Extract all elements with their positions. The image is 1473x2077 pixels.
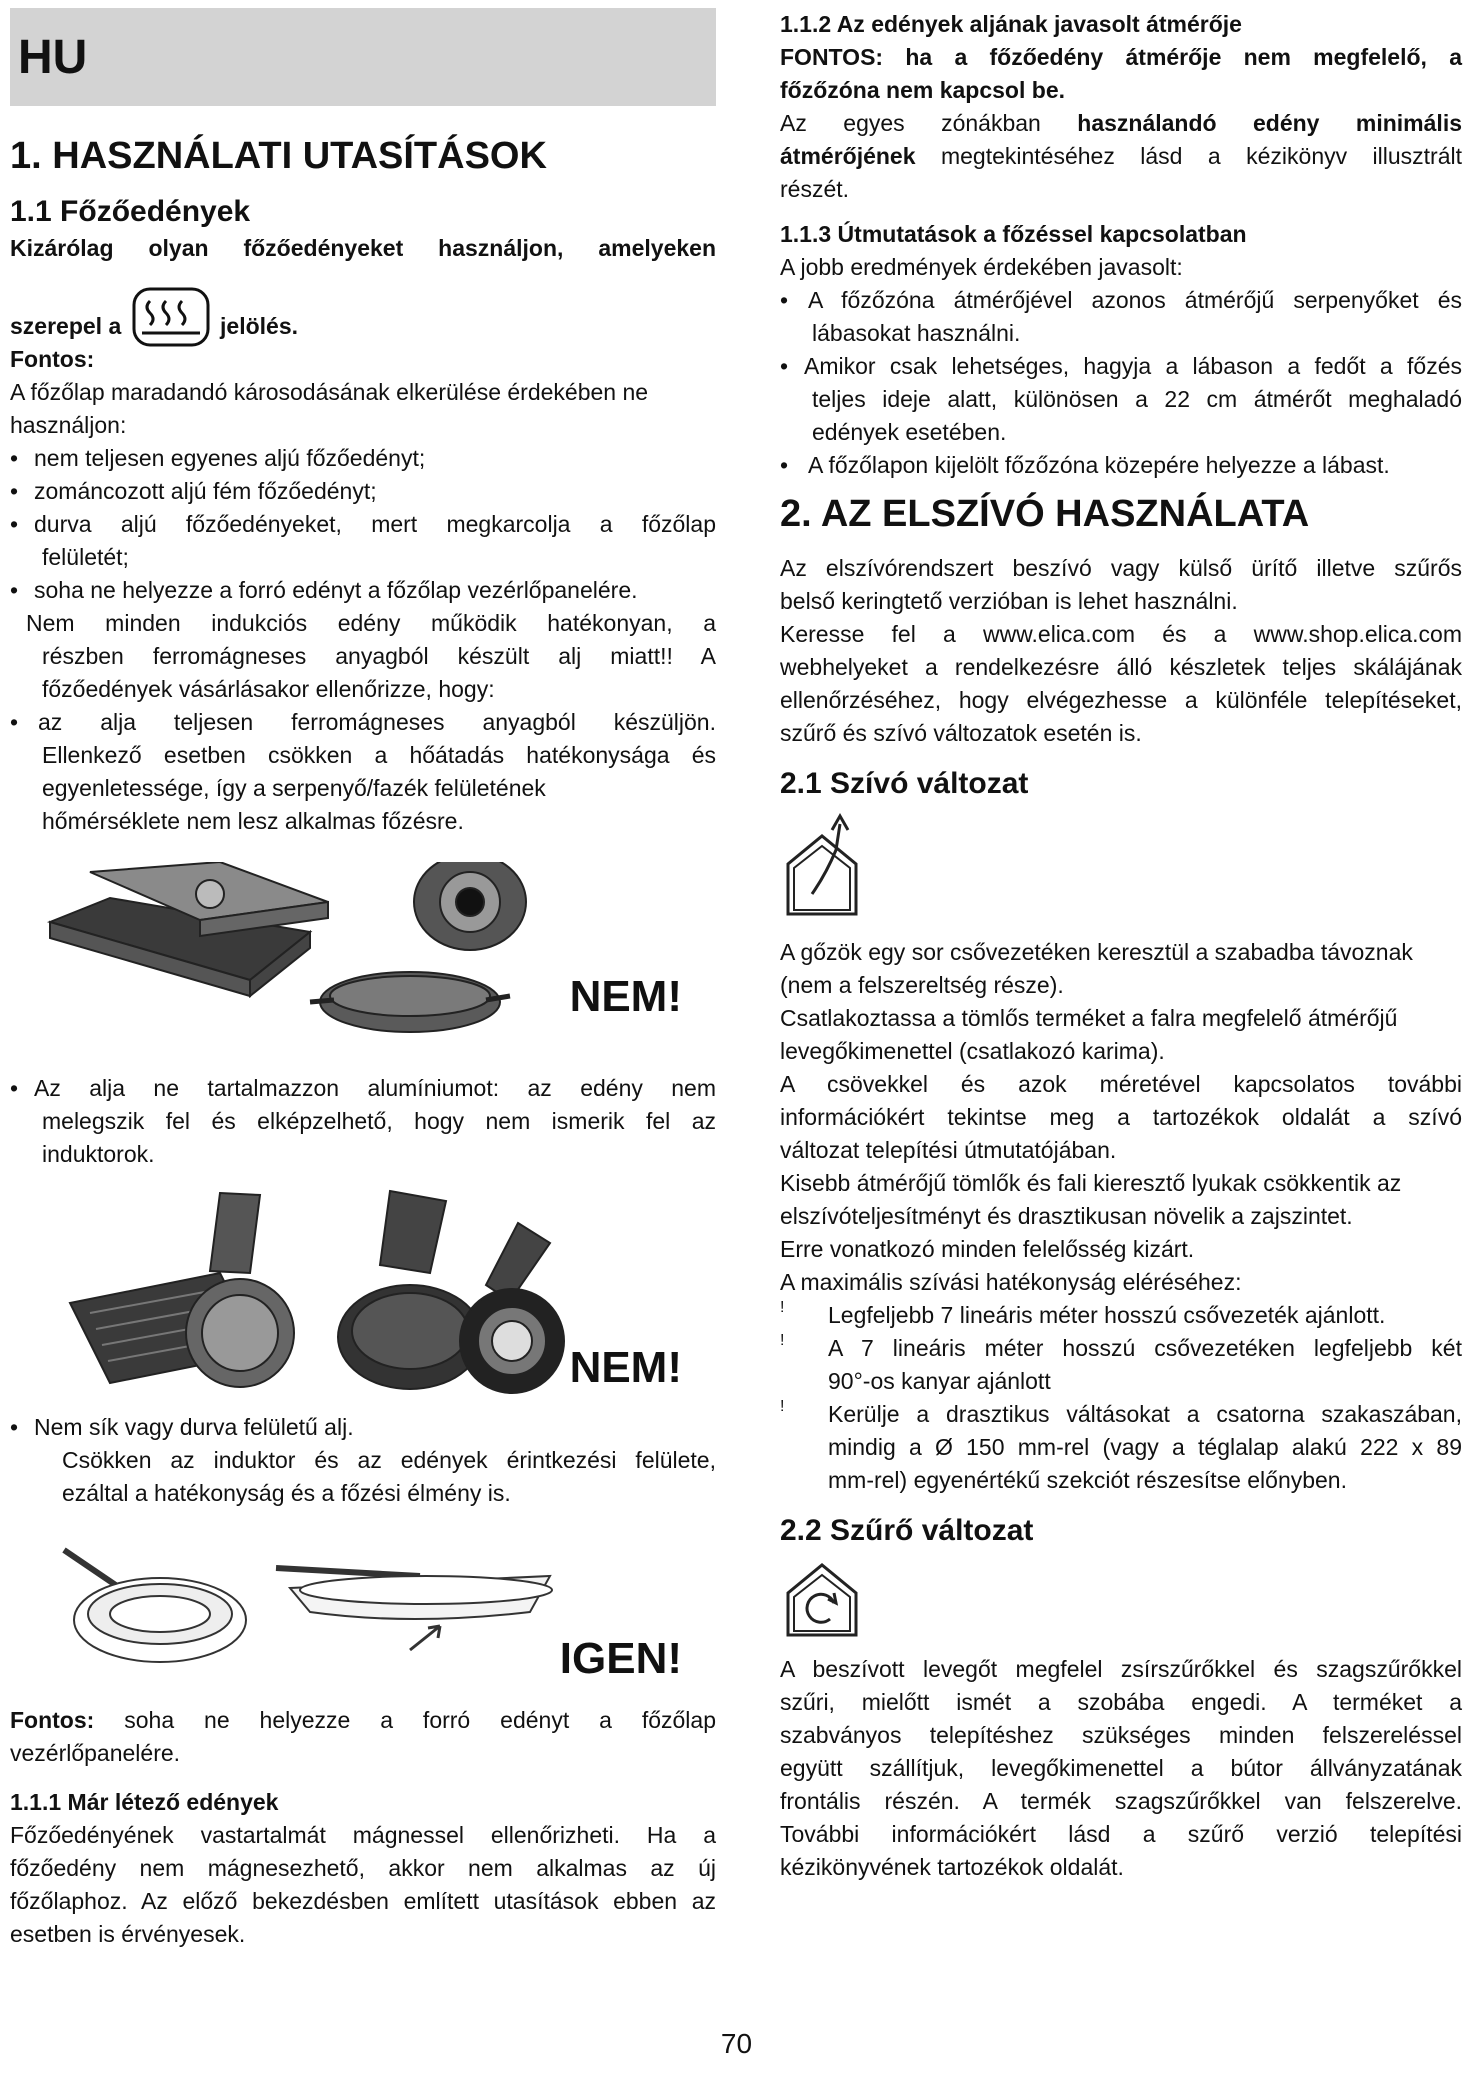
cooking-bullet-line: teljes ideje alatt, különösen a 22 cm átmérőt meghaladó <box>812 386 1462 412</box>
heading-diameter: 1.1.2 Az edények aljának javasolt átmérője <box>780 11 1242 37</box>
ferro-bullet-line: egyenletessége, így a serpenyő/fazék felületének <box>42 775 546 801</box>
existing-line: Főzőedényének vastartalmát mágnessel ellenőrizheti. Ha a <box>10 1822 716 1848</box>
page-number: 70 <box>720 2028 753 2059</box>
diameter-paragraph-line <box>780 140 1462 173</box>
enamel-cookware-illustration <box>10 862 716 1054</box>
hot-pan-warning-text: soha ne helyezze a forró edényt a főzőlap <box>124 1707 717 1733</box>
flat-bottom-line: Csökken az induktor és az edények érintkezési felülete, <box>62 1447 716 1473</box>
hood-line: webhelyeket a rendelkezésre álló készletek teljes skálájának <box>780 654 1462 680</box>
filter-line: szabványos telepítéshez szükséges minden felszereléssel <box>780 1722 1462 1748</box>
suction-line: Kisebb átmérőjű tömlők és fali kieresztő lyukak csökkentik az <box>780 1170 1402 1196</box>
fontos-label: Fontos: <box>10 1707 95 1733</box>
suction-line: levegőkimenettel (csatlakozó karima). <box>780 1038 1165 1064</box>
diameter-line: főzőzóna nem kapcsol be. <box>780 77 1065 103</box>
figure-flat-pans <box>10 1530 716 1683</box>
diameter-paragraph-end: részét. <box>780 176 850 202</box>
exclaim-mark: ! <box>780 1332 785 1349</box>
cookware-intro-line1: Kizárólag olyan főzőedényeket használjon, amelyeken <box>10 235 716 261</box>
existing-line: főzőlaphoz. Az előző bekezdésben említett utasítások ebben az <box>10 1888 716 1914</box>
suction-line: (nem a felszereltség része). <box>780 972 1064 998</box>
cooking-intro: A jobb eredmények érdekében javasolt: <box>780 254 1183 280</box>
filter-line: együtt szállítjuk, levegőkimenettel a bútor állványzatának <box>780 1755 1462 1781</box>
aluminium-line: • Az alja ne tartalmazzon alumíniumot: az edény nem <box>10 1072 716 1105</box>
suction-line: elszívóteljesítményt és drasztikusan növelik a zajszintet. <box>780 1203 1353 1229</box>
bullet-item: • nem teljesen egyenes aljú főzőedényt; <box>10 442 716 475</box>
heading-existing-cookware: 1.1.1 Már létező edények <box>10 1789 279 1815</box>
diameter-text: Az egyes zónákban <box>780 110 1041 136</box>
exclaim-mark: ! <box>780 1398 785 1415</box>
right-column <box>780 8 1462 1884</box>
exclaim-mark: ! <box>780 1299 785 1316</box>
bullet-item: • zománcozott aljú fém főzőedényt; <box>10 475 716 508</box>
hood-line: ellenőrzéséhez, hogy elvégezhesse a különféle telepítéseket, <box>780 687 1462 713</box>
suction-line: Csatlakoztassa a tömlős terméket a falra megfelelő átmérőjű <box>780 1005 1398 1031</box>
cooking-bullet-line: lábasokat használni. <box>812 320 1021 346</box>
diameter-bold-text: átmérőjének <box>780 143 916 169</box>
warning-line1: A főzőlap maradandó károsodásának elkerülése érdekében ne <box>10 379 649 405</box>
heading-filter: 2.2 Szűrő változat <box>780 1514 1034 1547</box>
exclaim-item <box>780 1398 1462 1497</box>
suction-line: A gőzök egy sor csővezetéken keresztül a szabadba távoznak <box>780 939 1413 965</box>
suction-house-icon <box>782 810 862 920</box>
cookware-intro-line2 <box>10 285 716 343</box>
exclaim-item <box>780 1299 1462 1332</box>
language-code: HU <box>18 30 88 84</box>
induction-note-line: részben ferromágneses anyagból készült alj miatt!! A <box>42 643 716 669</box>
diameter-bold-text: használandó edény minimális <box>1077 110 1462 136</box>
language-bar <box>10 8 716 106</box>
verdict-no: NEM! <box>569 972 682 1021</box>
hot-pan-warning <box>10 1704 716 1737</box>
exclaim-text: mm-rel) egyenértékű szekciót részesítse előnyben. <box>828 1467 1347 1493</box>
suction-line: A maximális szívási hatékonyság eléréséhez: <box>780 1269 1242 1295</box>
exclaim-text: 90°-os kanyar ajánlott <box>828 1368 1051 1394</box>
heading-cooking-tips: 1.1.3 Útmutatások a főzéssel kapcsolatban <box>780 221 1247 247</box>
cooking-bullet-line: • A főzőlapon kijelölt főzőzóna közepére helyezze a lábast. <box>780 449 1462 482</box>
heading-suction: 2.1 Szívó változat <box>780 767 1029 800</box>
flat-bottom-bullet: • Nem sík vagy durva felületű alj. <box>10 1411 716 1444</box>
bullet-item: • soha ne helyezze a forró edényt a főzőlap vezérlőpanelére. <box>10 574 716 607</box>
filter-line: A beszívott levegőt megfelel zsírszűrőkkel és szagszűrőkkel <box>780 1656 1462 1682</box>
ferro-bullet-line: • az alja teljesen ferromágneses anyagból készüljön. <box>10 706 716 739</box>
section-title-instructions: 1. HASZNÁLATI UTASÍTÁSOK <box>10 135 547 177</box>
aluminium-line: induktorok. <box>42 1141 155 1167</box>
section-title-hood: 2. AZ ELSZÍVÓ HASZNÁLATA <box>780 493 1310 535</box>
exclaim-item <box>780 1332 1462 1398</box>
ferro-bullet-line: Ellenkező esetben csökken a hőátadás hatékonysága és <box>42 742 716 768</box>
left-column <box>10 8 716 1951</box>
cooking-bullet-line: edények esetében. <box>812 419 1007 445</box>
cooking-bullet-line: • Amikor csak lehetséges, hagyja a lábason a fedőt a főzés <box>780 350 1462 383</box>
cookware-intro-text: szerepel a <box>10 313 122 339</box>
exclaim-text: A 7 lineáris méter hosszú csővezetéken legfeljebb két <box>828 1335 1462 1361</box>
verdict-no: NEM! <box>569 1343 682 1392</box>
suction-line: A csövekkel és azok méretével kapcsolatos további <box>780 1071 1462 1097</box>
exclaim-text: Kerülje a drasztikus váltásokat a csatorna szakaszában, <box>828 1401 1462 1427</box>
ferro-bullet-line: hőmérséklete nem lesz alkalmas főzésre. <box>42 808 464 834</box>
diameter-text: megtekintéséhez lásd a kézikönyv illusztrált <box>940 143 1463 169</box>
induction-note-line: Nem minden indukciós edény működik hatékonyan, a <box>26 610 716 636</box>
filter-line: További információkért lásd a szűrő verzió telepítési <box>780 1821 1462 1847</box>
existing-line: esetben is érvényesek. <box>10 1921 246 1947</box>
hood-line-websites: Keresse fel a www.elica.com és a www.shop.elica.com <box>780 621 1462 647</box>
cooking-bullet-line: • A főzőzóna átmérőjével azonos átmérőjű serpenyőket és <box>780 284 1462 317</box>
heading-cookware: 1.1 Főzőedények <box>10 195 251 228</box>
suction-line: Erre vonatkozó minden felelősség kizárt. <box>780 1236 1195 1262</box>
hood-line: szűrő és szívó változatok esetén is. <box>780 720 1142 746</box>
existing-line: főzőedény nem mágnesezhető, akkor nem alkalmas az új <box>10 1855 716 1881</box>
filter-line: szűri, mielőtt ismét a szobába engedi. A terméket a <box>780 1689 1462 1715</box>
filter-line: kézikönyvének tartozékok oldalát. <box>780 1854 1124 1880</box>
aluminium-line: melegszik fel és elképzelhető, hogy nem ismerik fel az <box>42 1108 716 1134</box>
induction-note-line: főzőedények vásárlásakor ellenőrizze, hogy: <box>42 676 495 702</box>
bullet-item: • durva aljú főzőedényeket, mert megkarcolja a főzőlap <box>10 508 716 541</box>
suction-line: információkért tekintse meg a tartozékok oldalát a szívó <box>780 1104 1462 1130</box>
figure-aluminium-pans <box>10 1183 716 1403</box>
cookware-intro-end: jelölés. <box>220 313 299 339</box>
exclaim-text: mindig a Ø 150 mm-rel (vagy a téglalap alakú 222 x 89 <box>828 1434 1462 1460</box>
filter-line: frontális részén. A termék szagszűrőkkel van felszerelve. <box>780 1788 1462 1814</box>
diameter-paragraph-line <box>780 107 1462 140</box>
fontos-label: Fontos: <box>10 346 95 372</box>
induction-symbol-icon <box>128 285 214 351</box>
filter-house-icon <box>782 1559 862 1639</box>
verdict-yes: IGEN! <box>559 1634 682 1683</box>
warning-line2: használjon: <box>10 412 127 438</box>
flat-bottom-line: ezáltal a hatékonyság és a főzési élmény is. <box>62 1480 511 1506</box>
diameter-line: FONTOS: ha a főzőedény átmérője nem megfelelő, a <box>780 44 1462 70</box>
hood-line: Az elszívórendszert beszívó vagy külső ürítő illetve szűrős <box>780 555 1462 581</box>
suction-line: változat telepítési útmutatójában. <box>780 1137 1117 1163</box>
hood-line: belső keringtető verzióban is lehet használni. <box>780 588 1238 614</box>
bullet-item-continued: felületét; <box>42 544 129 570</box>
figure-enamel-pans <box>10 862 716 1054</box>
hot-pan-warning-end: vezérlőpanelére. <box>10 1740 181 1766</box>
exclaim-text: Legfeljebb 7 lineáris méter hosszú csővezeték ajánlott. <box>828 1302 1386 1328</box>
